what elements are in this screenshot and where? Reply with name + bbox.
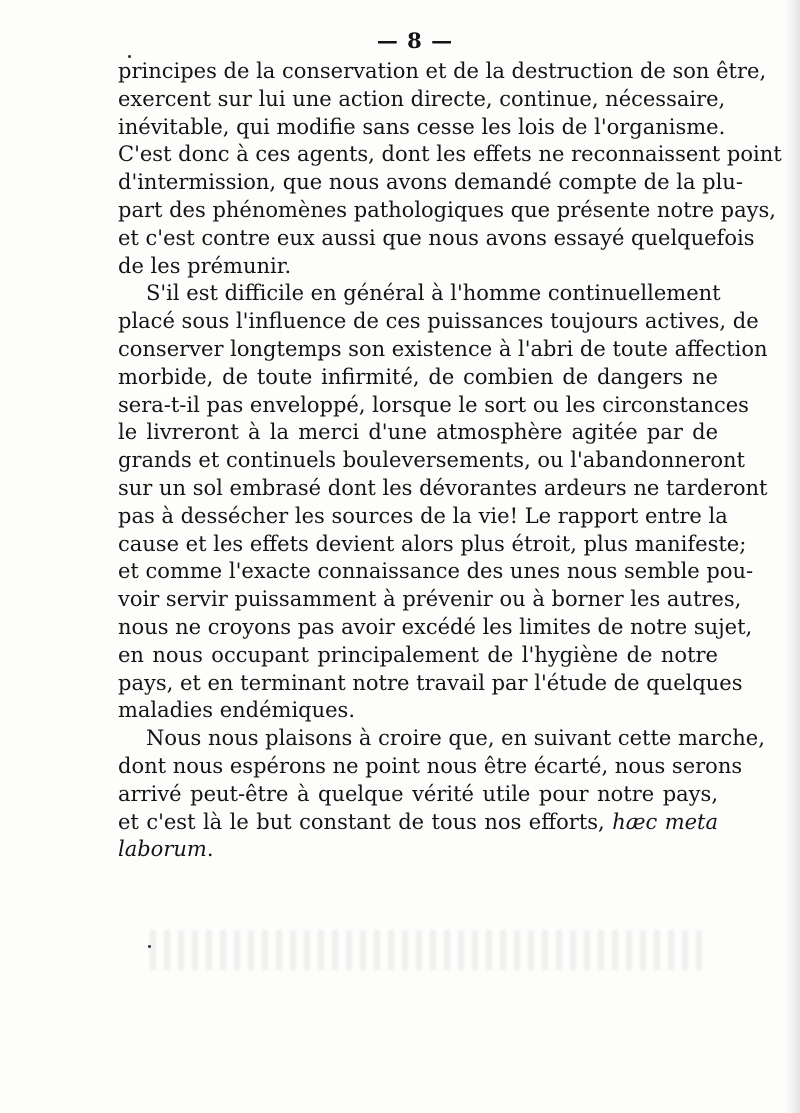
latin-phrase: laborum [118, 837, 207, 862]
body-text [118, 58, 782, 864]
text-line: dont nous espérons ne point nous être écarté, nous serons [118, 753, 743, 778]
text-segment: . [206, 837, 214, 862]
speck-mark [128, 55, 131, 58]
text-line: exercent sur lui une action directe, continue, nécessaire, [118, 86, 726, 111]
text-line: morbide, de toute infirmité, de combien de dangers ne [118, 364, 718, 389]
text-line: placé sous l'influence de ces puissances toujours actives, de [118, 309, 759, 334]
text-line: pays, et en terminant notre travail par l'étude de quelques [118, 670, 743, 695]
text-line: voir servir puissamment à prévenir ou à borner les autres, [118, 587, 742, 612]
bleed-through-texture [150, 930, 710, 970]
latin-phrase: hæc meta [612, 809, 718, 834]
page-edge-shadow [786, 0, 800, 1113]
text-line: en nous occupant principalement de l'hygiène de notre [118, 642, 718, 667]
text-line: arrivé peut-être à quelque vérité utile pour notre pays, [118, 781, 718, 806]
text-line: sur un sol embrasé dont les dévorantes ardeurs ne tarderont [118, 475, 768, 500]
text-line: cause et les effets devient alors plus étroit, plus manifeste; [118, 531, 747, 556]
text-line: le livreront à la merci d'une atmosphère agitée par de [118, 420, 718, 445]
text-line: S'il est difficile en général à l'homme continuellement [146, 281, 721, 306]
text-line: sera-t-il pas enveloppé, lorsque le sort ou les circonstances [118, 392, 749, 417]
text-line: et comme l'exacte connaissance des unes nous semble pou- [118, 559, 754, 584]
text-line: part des phénomènes pathologiques que présente notre pays, [118, 197, 776, 222]
text-line: et c'est contre eux aussi que nous avons essayé quelquefois [118, 225, 755, 250]
page-number: — 8 — [376, 28, 454, 53]
text-line: maladies endémiques. [118, 698, 356, 723]
text-line: C'est donc à ces agents, dont les effets ne reconnaissent point [118, 142, 782, 167]
text-line: Nous nous plaisons à croire que, en suivant cette marche, [146, 726, 765, 751]
text-line: principes de la conservation et de la destruction de son être, [118, 59, 767, 83]
text-line: d'intermission, que nous avons demandé compte de la plu- [118, 170, 743, 195]
speck-mark [148, 945, 151, 948]
text-line: pas à dessécher les sources de la vie! Le rapport entre la [118, 503, 728, 528]
text-line [118, 809, 718, 837]
text-line: inévitable, qui modifie sans cesse les lois de l'organisme. [118, 114, 726, 139]
text-line [118, 836, 718, 864]
text-line: nous ne croyons pas avoir excédé les limites de notre sujet, [118, 614, 753, 639]
text-segment: et c'est là le but constant de tous nos efforts, [118, 809, 605, 834]
text-line: grands et continuels bouleversements, ou l'abandonneront [118, 448, 745, 473]
text-line: conserver longtemps son existence à l'abri de toute affection [118, 336, 768, 361]
text-line: de les prémunir. [118, 253, 292, 278]
